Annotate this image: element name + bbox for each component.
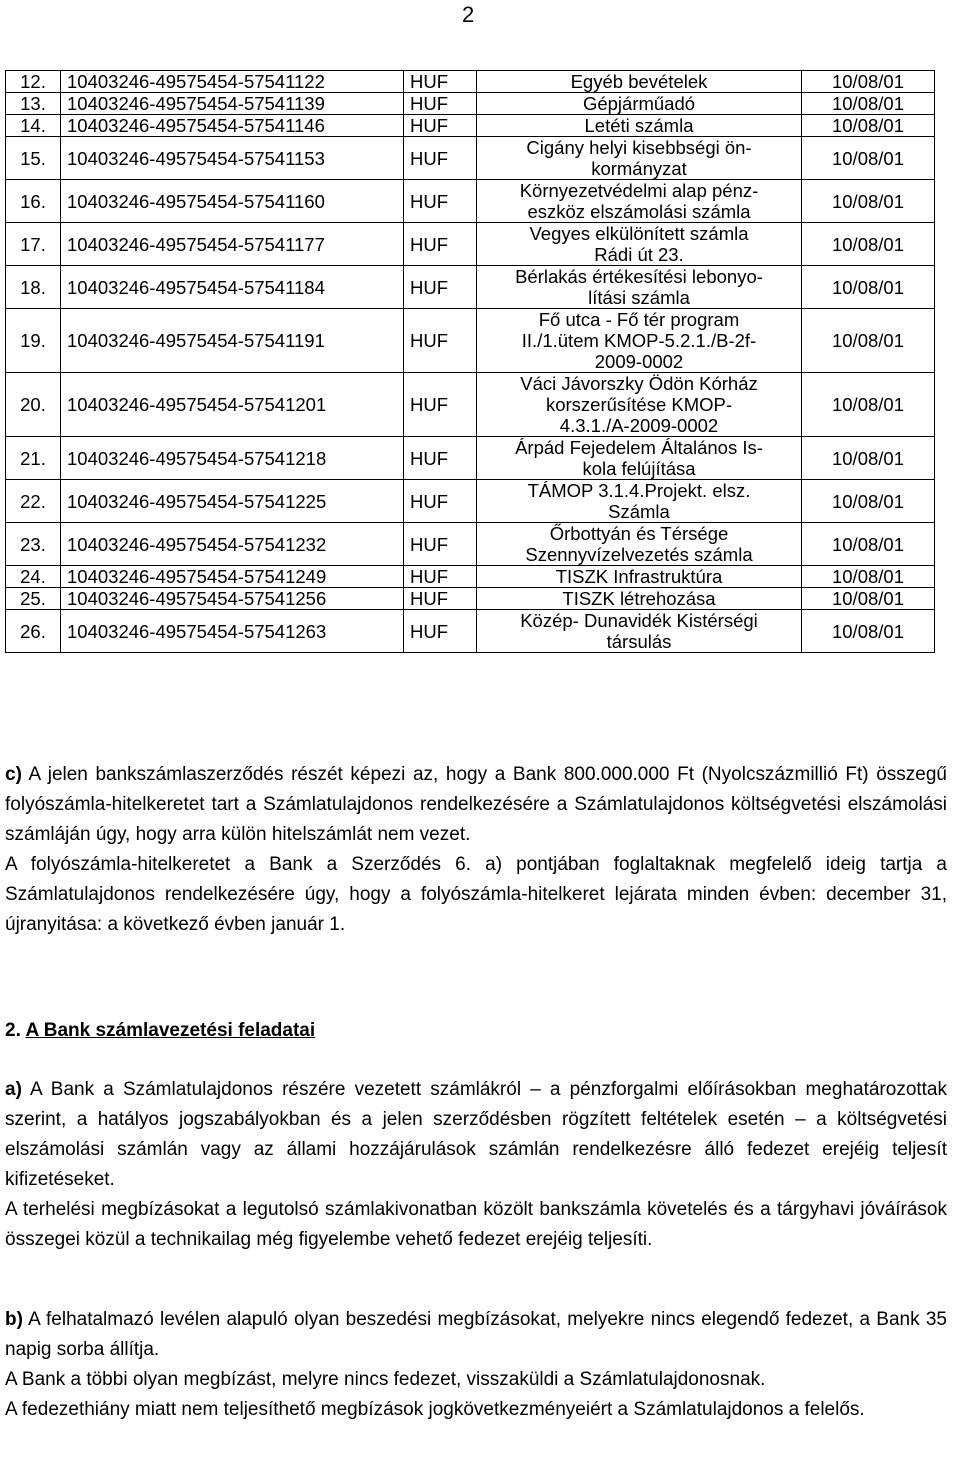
section-c-label: c) (5, 764, 22, 785)
row-number: 23. (6, 523, 61, 566)
section-b-label: b) (5, 1309, 23, 1330)
currency: HUF (404, 588, 477, 610)
table-row (6, 437, 935, 480)
account-number: 10403246-49575454-57541263 (61, 610, 404, 653)
currency: HUF (404, 180, 477, 223)
account-date: 10/08/01 (802, 566, 935, 588)
section-c-text2: A folyószámla-hitelkeretet a Bank a Szerződés 6. a) pontjában foglaltaknak megfelelő ideig tartja a Számlatulajdonos rendelkezésére úgy, hogy a folyószámla-hitelkeret lejárata minden évben: december 31, újranyitása: a következő évben január 1. (5, 854, 947, 935)
account-description: Vegyes elkülönített számla Rádi út 23. (477, 223, 802, 266)
account-description: Fő utca - Fő tér program II./1.ütem KMOP-5.2.1./B-2f- 2009-0002 (477, 309, 802, 373)
account-description: Árpád Fejedelem Általános Is- kola felújítása (477, 437, 802, 480)
currency: HUF (404, 437, 477, 480)
account-description: Őrbottyán és Térsége Szennyvízelvezetés számla (477, 523, 802, 566)
table-row (6, 180, 935, 223)
currency: HUF (404, 93, 477, 115)
section-a-text: A Bank a Számlatulajdonos részére vezetett számlákról – a pénzforgalmi előírásokban meghatározottak szerint, a hatályos jogszabályokban és a jelen szerződésben rögzített feltételek esetén – a költségvetési elszámolási számlán vagy az állami hozzájárulások számlán rendelkezésre álló fedezet erejéig teljesít kifizetéseket. (5, 1079, 948, 1190)
table-row (6, 480, 935, 523)
account-date: 10/08/01 (802, 523, 935, 566)
table-row (6, 223, 935, 266)
account-description: TISZK Infrastruktúra (477, 566, 802, 588)
row-number: 24. (6, 566, 61, 588)
account-description: Közép- Dunavidék Kistérségi társulás (477, 610, 802, 653)
account-date: 10/08/01 (802, 588, 935, 610)
row-number: 15. (6, 137, 61, 180)
currency: HUF (404, 523, 477, 566)
account-number: 10403246-49575454-57541184 (61, 266, 404, 309)
account-date: 10/08/01 (802, 115, 935, 137)
account-number: 10403246-49575454-57541256 (61, 588, 404, 610)
currency: HUF (404, 266, 477, 309)
table-row (6, 137, 935, 180)
table-row (6, 588, 935, 610)
account-date: 10/08/01 (802, 223, 935, 266)
account-date: 10/08/01 (802, 93, 935, 115)
section-b-text2: A Bank a többi olyan megbízást, melyre nincs fedezet, visszaküldi a Számlatulajdonosnak. (5, 1369, 766, 1390)
account-number: 10403246-49575454-57541146 (61, 115, 404, 137)
currency: HUF (404, 223, 477, 266)
row-number: 22. (6, 480, 61, 523)
table-row (6, 373, 935, 437)
section-c (5, 760, 947, 940)
page-number: 2 (462, 2, 475, 27)
account-description: Egyéb bevételek (477, 71, 802, 93)
table-row (6, 523, 935, 566)
table-row (6, 566, 935, 588)
row-number: 19. (6, 309, 61, 373)
account-number: 10403246-49575454-57541191 (61, 309, 404, 373)
account-date: 10/08/01 (802, 309, 935, 373)
row-number: 16. (6, 180, 61, 223)
account-date: 10/08/01 (802, 480, 935, 523)
row-number: 12. (6, 71, 61, 93)
table-row (6, 71, 935, 93)
account-number: 10403246-49575454-57541232 (61, 523, 404, 566)
accounts-table-body (6, 71, 935, 653)
accounts-table (5, 70, 935, 653)
row-number: 20. (6, 373, 61, 437)
section-a (5, 1075, 947, 1255)
currency: HUF (404, 71, 477, 93)
table-row (6, 309, 935, 373)
account-date: 10/08/01 (802, 610, 935, 653)
section-a-text2: A terhelési megbízásokat a legutolsó számlakivonatban közölt bankszámla követelés és a tárgyhavi jóváírások összegei közül a technikailag még figyelembe vehető fedezet erejéig teljesíti. (5, 1199, 947, 1250)
currency: HUF (404, 610, 477, 653)
section-b-text: A felhatalmazó levélen alapuló olyan beszedési megbízásokat, melyekre nincs elegendő fedezet, a Bank 35 napig sorba állítja. (5, 1309, 947, 1360)
currency: HUF (404, 566, 477, 588)
row-number: 26. (6, 610, 61, 653)
account-description: Környezetvédelmi alap pénz- eszköz elszámolási számla (477, 180, 802, 223)
account-description: TISZK létrehozása (477, 588, 802, 610)
table-row (6, 610, 935, 653)
account-date: 10/08/01 (802, 373, 935, 437)
account-date: 10/08/01 (802, 71, 935, 93)
currency: HUF (404, 480, 477, 523)
account-description: TÁMOP 3.1.4.Projekt. elsz. Számla (477, 480, 802, 523)
account-date: 10/08/01 (802, 137, 935, 180)
table-row (6, 115, 935, 137)
currency: HUF (404, 373, 477, 437)
account-number: 10403246-49575454-57541153 (61, 137, 404, 180)
account-number: 10403246-49575454-57541201 (61, 373, 404, 437)
account-description: Cigány helyi kisebbségi ön- kormányzat (477, 137, 802, 180)
account-number: 10403246-49575454-57541177 (61, 223, 404, 266)
row-number: 25. (6, 588, 61, 610)
table-row (6, 266, 935, 309)
account-description: Letéti számla (477, 115, 802, 137)
row-number: 13. (6, 93, 61, 115)
section-b-text3: A fedezethiány miatt nem teljesíthető megbízások jogkövetkezményeiért a Számlatulajdonos a felelős. (5, 1399, 865, 1420)
currency: HUF (404, 115, 477, 137)
account-description: Bérlakás értékesítési lebonyo- lítási számla (477, 266, 802, 309)
account-number: 10403246-49575454-57541218 (61, 437, 404, 480)
account-date: 10/08/01 (802, 266, 935, 309)
row-number: 18. (6, 266, 61, 309)
account-date: 10/08/01 (802, 180, 935, 223)
row-number: 14. (6, 115, 61, 137)
section-a-label: a) (5, 1079, 22, 1100)
account-number: 10403246-49575454-57541249 (61, 566, 404, 588)
account-number: 10403246-49575454-57541160 (61, 180, 404, 223)
section-2-heading (5, 1016, 947, 1046)
account-description: Váci Jávorszky Ödön Kórház korszerűsítése KMOP- 4.3.1./A-2009-0002 (477, 373, 802, 437)
row-number: 21. (6, 437, 61, 480)
account-date: 10/08/01 (802, 437, 935, 480)
section-2-title: A Bank számlavezetési feladatai (25, 1020, 316, 1041)
section-b (5, 1305, 947, 1425)
section-c-text: A jelen bankszámlaszerződés részét képezi az, hogy a Bank 800.000.000 Ft (Nyolcszázmillió Ft) összegű folyószámla-hitelkeretet tart a Számlatulajdonos rendelkezésére a Számlatulajdonos költségvetési elszámolási számláján úgy, hogy arra külön hitelszámlát nem vezet. (5, 764, 947, 845)
account-description: Gépjárműadó (477, 93, 802, 115)
table-row (6, 93, 935, 115)
currency: HUF (404, 137, 477, 180)
account-number: 10403246-49575454-57541139 (61, 93, 404, 115)
account-number: 10403246-49575454-57541225 (61, 480, 404, 523)
row-number: 17. (6, 223, 61, 266)
account-number: 10403246-49575454-57541122 (61, 71, 404, 93)
currency: HUF (404, 309, 477, 373)
section-2-number: 2. (5, 1020, 21, 1041)
